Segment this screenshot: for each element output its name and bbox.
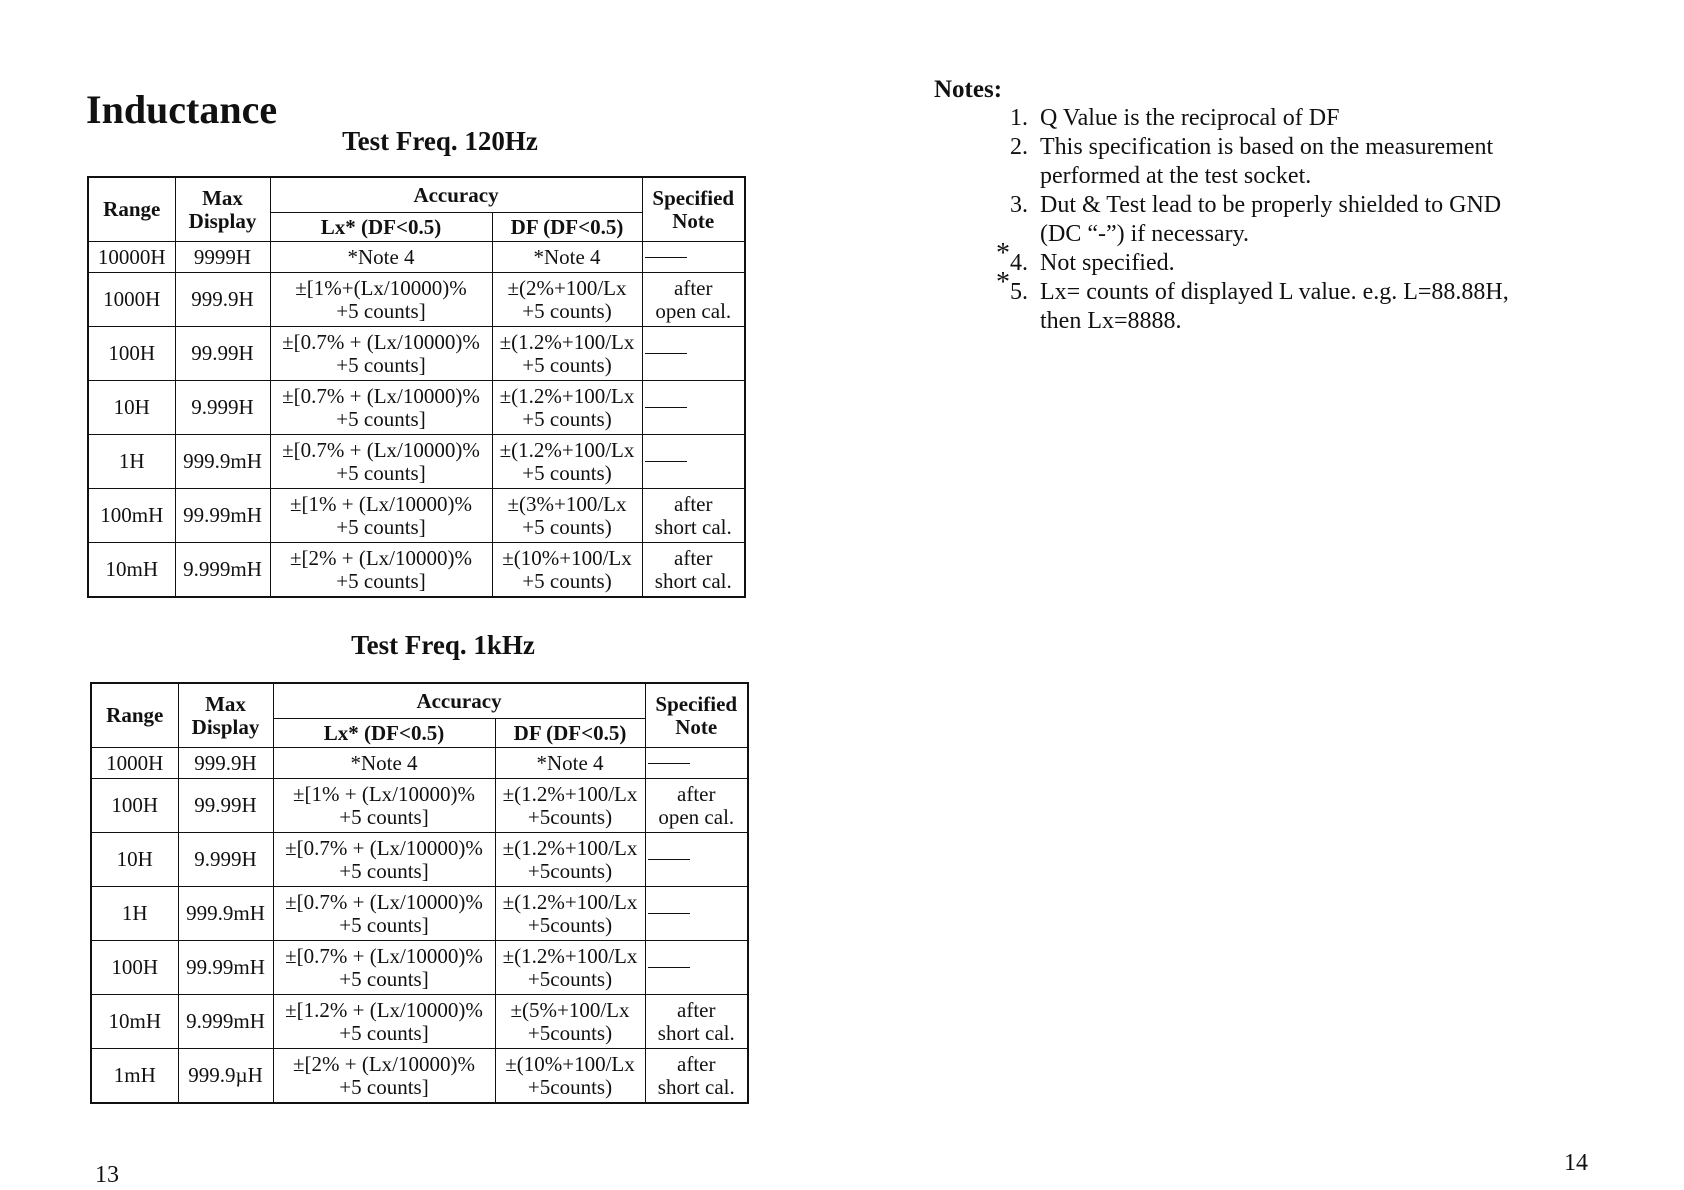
cell-specified-note xyxy=(642,381,745,435)
cell-line: +5 counts) xyxy=(522,514,612,539)
cell-lx-accuracy xyxy=(270,273,492,327)
cell-specified-note xyxy=(645,1049,748,1104)
cell-line: +5 counts] xyxy=(336,406,426,431)
cell-max-display: 999.9H xyxy=(175,273,270,327)
cell-line: ±[0.7% + (Lx/10000)% xyxy=(285,889,483,914)
cell-range: 100H xyxy=(88,327,175,381)
table-row xyxy=(91,1049,748,1104)
cell-line: open cal. xyxy=(658,804,735,829)
cell-line: ±(2%+100/Lx xyxy=(507,275,627,300)
notes-title: Notes: xyxy=(934,76,1003,103)
cell-line: +5 counts] xyxy=(336,460,426,485)
cell-line: ±(10%+100/Lx xyxy=(505,1051,635,1076)
note-number: 1. xyxy=(1010,105,1028,131)
header-specified-note: Specified Note xyxy=(642,177,745,242)
cell-df-accuracy xyxy=(495,1049,645,1104)
cell-lx-accuracy xyxy=(270,242,492,273)
cell-line: short cal. xyxy=(654,568,732,593)
header-max-display: Max Display xyxy=(175,177,270,242)
table-row xyxy=(88,435,745,489)
cell-range: 1H xyxy=(91,887,178,941)
cell-line: ±[0.7% + (Lx/10000)% xyxy=(282,329,480,354)
header-lx: Lx* (DF<0.5) xyxy=(273,719,495,748)
cell-line: +5 counts) xyxy=(522,352,612,377)
page-number-right: 14 xyxy=(1564,1150,1588,1176)
cell-range: 100mH xyxy=(88,489,175,543)
cell-line: ±(1.2%+100/Lx xyxy=(499,383,635,408)
cell-specified-note xyxy=(642,242,745,273)
cell-lx-accuracy xyxy=(273,1049,495,1104)
table-row xyxy=(91,941,748,995)
note-asterisk: * xyxy=(996,238,1010,269)
note-number: 5. xyxy=(1010,279,1028,305)
header-df: DF (DF<0.5) xyxy=(492,213,642,242)
not-applicable-dash xyxy=(648,763,690,764)
table-row xyxy=(88,543,745,598)
table-body xyxy=(91,748,748,1104)
cell-df-accuracy xyxy=(492,489,642,543)
cell-max-display: 99.99mH xyxy=(175,489,270,543)
cell-line: ±(1.2%+100/Lx xyxy=(499,329,635,354)
cell-lx-accuracy xyxy=(270,543,492,598)
cell-line: ±(1.2%+100/Lx xyxy=(499,437,635,462)
cell-df-accuracy xyxy=(495,995,645,1049)
cell-max-display: 9999H xyxy=(175,242,270,273)
cell-specified-note xyxy=(645,995,748,1049)
cell-line: +5counts) xyxy=(527,804,613,829)
table-title-120hz: Test Freq. 120Hz xyxy=(342,126,538,156)
cell-max-display: 99.99H xyxy=(178,779,273,833)
cell-lx-accuracy xyxy=(273,995,495,1049)
not-applicable-dash xyxy=(645,353,687,354)
cell-range: 10000H xyxy=(88,242,175,273)
cell-lx-accuracy xyxy=(273,887,495,941)
note-item xyxy=(1010,104,1610,133)
cell-line: ±(1.2%+100/Lx xyxy=(502,889,638,914)
note-item xyxy=(996,238,1610,278)
cell-line: +5 counts) xyxy=(522,568,612,593)
cell-lx-accuracy xyxy=(270,435,492,489)
not-applicable-dash xyxy=(648,967,690,968)
not-applicable-dash xyxy=(645,461,687,462)
notes-list xyxy=(996,104,1610,336)
note-item xyxy=(996,267,1610,336)
cell-max-display: 9.999H xyxy=(178,833,273,887)
cell-lx-accuracy xyxy=(273,748,495,779)
cell-line: ±[0.7% + (Lx/10000)% xyxy=(285,835,483,860)
cell-line: ±[2% + (Lx/10000)% xyxy=(293,1051,475,1076)
cell-specified-note xyxy=(645,833,748,887)
cell-line: ±(1.2%+100/Lx xyxy=(502,835,638,860)
note-text: Lx= counts of displayed L value. e.g. L=88.88H, xyxy=(1040,279,1509,305)
cell-range: 10H xyxy=(91,833,178,887)
note-text: (DC “-”) if necessary. xyxy=(1040,221,1250,247)
table-row xyxy=(88,381,745,435)
cell-line: short cal. xyxy=(657,1074,735,1099)
cell-specified-note xyxy=(642,327,745,381)
header-accuracy: Accuracy xyxy=(273,683,645,719)
cell-max-display: 99.99mH xyxy=(178,941,273,995)
cell-max-display: 9.999mH xyxy=(178,995,273,1049)
cell-line: *Note 4 xyxy=(533,244,601,269)
cell-df-accuracy xyxy=(492,242,642,273)
cell-lx-accuracy xyxy=(273,941,495,995)
cell-line: short cal. xyxy=(657,1020,735,1045)
table-row xyxy=(88,489,745,543)
cell-line: +5 counts] xyxy=(339,1020,429,1045)
not-applicable-dash xyxy=(648,859,690,860)
note-text: This specification is based on the measurement xyxy=(1040,134,1494,160)
cell-line: short cal. xyxy=(654,514,732,539)
cell-line: +5 counts) xyxy=(522,298,612,323)
cell-line: ±(5%+100/Lx xyxy=(510,997,630,1022)
cell-line: ±[2% + (Lx/10000)% xyxy=(290,545,472,570)
not-applicable-dash xyxy=(645,407,687,408)
cell-line: +5 counts] xyxy=(339,858,429,883)
cell-line: +5counts) xyxy=(527,1074,613,1099)
cell-line: after xyxy=(674,545,713,570)
cell-df-accuracy xyxy=(492,273,642,327)
cell-line: after xyxy=(677,1051,716,1076)
cell-line: ±(3%+100/Lx xyxy=(507,491,627,516)
cell-line: +5counts) xyxy=(527,1020,613,1045)
cell-specified-note xyxy=(645,779,748,833)
note-item xyxy=(1010,191,1610,249)
table-row xyxy=(91,779,748,833)
spec-table-120hz xyxy=(87,176,746,598)
note-asterisk: * xyxy=(996,267,1010,298)
note-text: performed at the test socket. xyxy=(1040,163,1312,189)
cell-df-accuracy xyxy=(495,887,645,941)
header-accuracy: Accuracy xyxy=(270,177,642,213)
note-number: 3. xyxy=(1010,192,1028,218)
cell-line: *Note 4 xyxy=(347,244,415,269)
cell-line: ±[0.7% + (Lx/10000)% xyxy=(285,943,483,968)
cell-line: ±(1.2%+100/Lx xyxy=(502,781,638,806)
cell-line: +5counts) xyxy=(527,966,613,991)
cell-line: after xyxy=(674,491,713,516)
cell-lx-accuracy xyxy=(273,779,495,833)
cell-max-display: 99.99H xyxy=(175,327,270,381)
cell-range: 10mH xyxy=(88,543,175,598)
cell-max-display: 999.9H xyxy=(178,748,273,779)
table-title-1khz: Test Freq. 1kHz xyxy=(351,630,535,660)
cell-max-display: 999.9µH xyxy=(178,1049,273,1104)
cell-line: open cal. xyxy=(655,298,732,323)
cell-line: ±[1% + (Lx/10000)% xyxy=(293,781,475,806)
header-specified-note: Specified Note xyxy=(645,683,748,748)
cell-line: after xyxy=(674,275,713,300)
cell-df-accuracy xyxy=(492,543,642,598)
cell-line: +5 counts] xyxy=(336,568,426,593)
cell-range: 1000H xyxy=(88,273,175,327)
cell-specified-note xyxy=(645,748,748,779)
cell-lx-accuracy xyxy=(270,327,492,381)
not-applicable-dash xyxy=(645,257,687,258)
cell-line: +5 counts) xyxy=(522,406,612,431)
header-df: DF (DF<0.5) xyxy=(495,719,645,748)
cell-line: +5 counts] xyxy=(339,1074,429,1099)
cell-line: +5counts) xyxy=(527,858,613,883)
table-body xyxy=(88,242,745,598)
cell-df-accuracy xyxy=(495,941,645,995)
table-row xyxy=(91,887,748,941)
cell-specified-note xyxy=(645,887,748,941)
cell-lx-accuracy xyxy=(270,381,492,435)
cell-df-accuracy xyxy=(495,833,645,887)
cell-specified-note xyxy=(642,435,745,489)
cell-line: ±[1% + (Lx/10000)% xyxy=(290,491,472,516)
spec-table-1khz xyxy=(90,682,749,1104)
header-max-display: Max Display xyxy=(178,683,273,748)
cell-df-accuracy xyxy=(495,748,645,779)
cell-specified-note xyxy=(642,543,745,598)
cell-specified-note xyxy=(642,489,745,543)
note-item xyxy=(1010,133,1610,191)
cell-df-accuracy xyxy=(495,779,645,833)
note-number: 2. xyxy=(1010,134,1028,160)
cell-range: 100H xyxy=(91,941,178,995)
cell-range: 1H xyxy=(88,435,175,489)
cell-line: +5 counts] xyxy=(336,352,426,377)
cell-line: ±[0.7% + (Lx/10000)% xyxy=(282,383,480,408)
table-row xyxy=(91,748,748,779)
cell-line: +5 counts] xyxy=(336,514,426,539)
table-row xyxy=(88,242,745,273)
table-row xyxy=(88,327,745,381)
page-number-left: 13 xyxy=(95,1162,119,1188)
cell-range: 1mH xyxy=(91,1049,178,1104)
header-range: Range xyxy=(88,177,175,242)
not-applicable-dash xyxy=(648,913,690,914)
cell-line: *Note 4 xyxy=(536,750,604,775)
header-range: Range xyxy=(91,683,178,748)
cell-max-display: 9.999H xyxy=(175,381,270,435)
cell-line: +5 counts] xyxy=(339,966,429,991)
cell-max-display: 999.9mH xyxy=(175,435,270,489)
header-lx: Lx* (DF<0.5) xyxy=(270,213,492,242)
note-text: Q Value is the reciprocal of DF xyxy=(1040,105,1340,131)
cell-range: 1000H xyxy=(91,748,178,779)
cell-line: ±(1.2%+100/Lx xyxy=(502,943,638,968)
table-row xyxy=(91,995,748,1049)
page-heading: Inductance xyxy=(86,87,278,132)
cell-line: after xyxy=(677,997,716,1022)
cell-df-accuracy xyxy=(492,381,642,435)
cell-df-accuracy xyxy=(492,435,642,489)
cell-range: 10H xyxy=(88,381,175,435)
cell-line: +5 counts] xyxy=(339,804,429,829)
cell-line: +5counts) xyxy=(527,912,613,937)
cell-df-accuracy xyxy=(492,327,642,381)
cell-specified-note xyxy=(642,273,745,327)
cell-line: +5 counts] xyxy=(336,298,426,323)
table-row xyxy=(91,833,748,887)
note-text: Dut & Test lead to be properly shielded to GND xyxy=(1040,192,1502,218)
note-text: then Lx=8888. xyxy=(1040,308,1182,334)
cell-specified-note xyxy=(645,941,748,995)
table-row xyxy=(88,273,745,327)
cell-line: ±[1.2% + (Lx/10000)% xyxy=(285,997,483,1022)
cell-lx-accuracy xyxy=(273,833,495,887)
cell-max-display: 999.9mH xyxy=(178,887,273,941)
cell-line: +5 counts] xyxy=(339,912,429,937)
cell-line: ±[0.7% + (Lx/10000)% xyxy=(282,437,480,462)
cell-line: *Note 4 xyxy=(350,750,418,775)
cell-max-display: 9.999mH xyxy=(175,543,270,598)
cell-lx-accuracy xyxy=(270,489,492,543)
cell-line: ±[1%+(Lx/10000)% xyxy=(295,275,467,300)
cell-line: ±(10%+100/Lx xyxy=(502,545,632,570)
cell-line: +5 counts) xyxy=(522,460,612,485)
cell-range: 100H xyxy=(91,779,178,833)
cell-line: after xyxy=(677,781,716,806)
note-number: 4. xyxy=(1010,250,1028,276)
cell-range: 10mH xyxy=(91,995,178,1049)
note-text: Not specified. xyxy=(1040,250,1175,276)
